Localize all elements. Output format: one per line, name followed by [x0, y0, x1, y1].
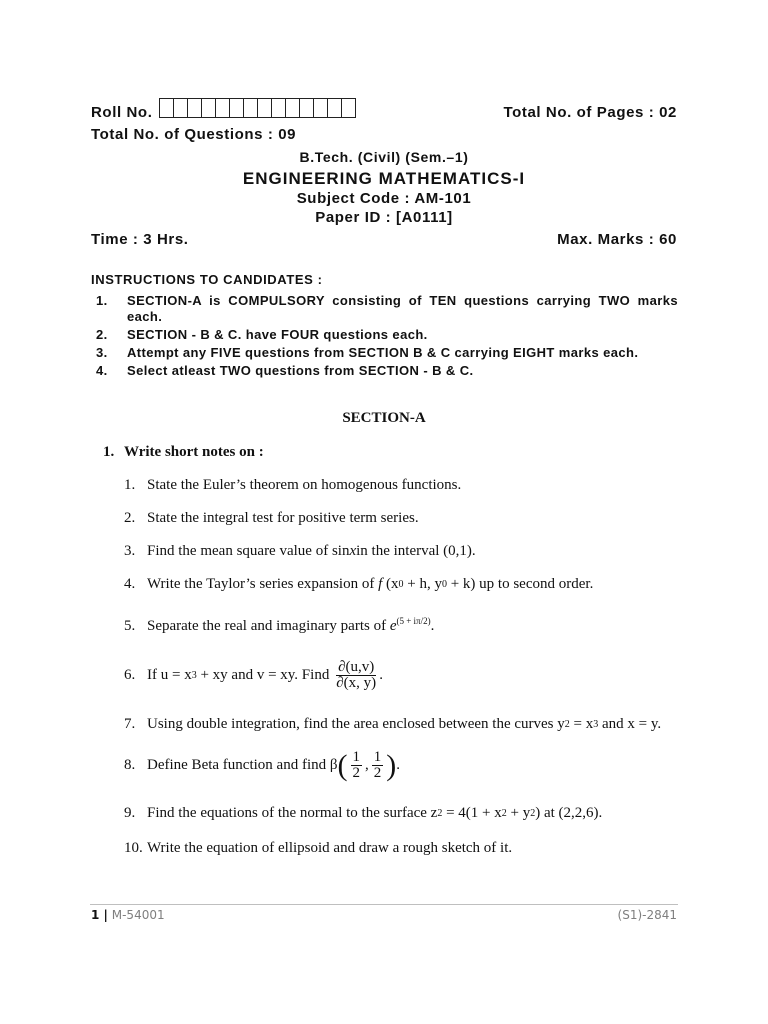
- footer-left: [91, 908, 165, 922]
- roll-no-box[interactable]: [187, 98, 202, 118]
- right-paren: ): [386, 748, 397, 782]
- time-label: Time : 3 Hrs.: [91, 231, 189, 248]
- sub-question-7: 7. Using double integration, find the area enclosed between the curves y 2 = x 3 and x = y.: [124, 716, 662, 732]
- instruction-item: 2. SECTION - B & C. have FOUR questions each.: [96, 327, 428, 342]
- roll-no-box[interactable]: [327, 98, 342, 118]
- roll-no-box[interactable]: [313, 98, 328, 118]
- left-paren: (: [337, 748, 348, 782]
- section-a-title: SECTION-A: [342, 410, 426, 426]
- roll-no-box[interactable]: [299, 98, 314, 118]
- instructions-list: [96, 293, 678, 381]
- instructions-title: INSTRUCTIONS TO CANDIDATES :: [91, 272, 323, 287]
- beta-fraction-2: $\frac{1}{2}$: [373, 749, 382, 781]
- sub-question-5: 5. Separate the real and imaginary parts of e $^{(5 + i\pi/2)}$ .: [124, 615, 435, 634]
- roll-no-box[interactable]: [229, 98, 244, 118]
- sub-question-3: 3. Find the mean square value of sin x in the interval (0,1).: [124, 543, 476, 559]
- roll-no-box[interactable]: [285, 98, 300, 118]
- subject-code: Subject Code : AM-101: [296, 190, 472, 207]
- instruction-item: 1. SECTION-A is COMPULSORY consisting of TEN questions carrying TWO marks each.: [96, 293, 678, 324]
- roll-no-box[interactable]: [159, 98, 174, 118]
- question-1-title: Write short notes on :: [124, 444, 264, 460]
- roll-no-box[interactable]: [173, 98, 188, 118]
- footer-right: (S1)-2841: [617, 908, 677, 922]
- roll-no-boxes[interactable]: [160, 98, 356, 118]
- paper-code: M-54001: [111, 908, 165, 922]
- sub-question-10: 10. Write the equation of ellipsoid and draw a rough sketch of it.: [124, 840, 513, 856]
- sub-question-2: 2. State the integral test for positive term series.: [124, 510, 419, 526]
- question-1-number: 1.: [103, 444, 115, 460]
- roll-no-box[interactable]: [243, 98, 258, 118]
- page-number: 1 |: [91, 908, 108, 922]
- instruction-item: 4. Select atleast TWO questions from SECTION - B & C.: [96, 363, 474, 378]
- roll-no-box[interactable]: [215, 98, 230, 118]
- total-pages: Total No. of Pages : 02: [503, 104, 677, 121]
- paper-id: Paper ID : [A0111]: [315, 209, 453, 226]
- roll-no-box[interactable]: [257, 98, 272, 118]
- sub-question-1: 1. State the Euler’s theorem on homogenous functions.: [124, 477, 462, 493]
- jacobian-fraction: $\frac{\partial(u,v)}{\partial(x, y)}$: [336, 659, 377, 691]
- roll-no-label: Roll No.: [91, 104, 153, 121]
- total-questions: Total No. of Questions : 09: [91, 126, 297, 143]
- roll-no-box[interactable]: [271, 98, 286, 118]
- subject-title: ENGINEERING MATHEMATICS-I: [242, 169, 526, 188]
- sub-question-4: 4. Write the Taylor’s series expansion of f (x 0 + h, y 0 + k) up to second order.: [124, 576, 594, 592]
- roll-no-box[interactable]: [201, 98, 216, 118]
- footer-divider: [90, 904, 678, 905]
- sub-question-6: 6. If u = x 3 + xy and v = xy. Find $\frac{\partial(u,v)}{\partial(x, y)}$ .: [124, 659, 383, 691]
- instruction-item: 3. Attempt any FIVE questions from SECTION B & C carrying EIGHT marks each.: [96, 345, 639, 360]
- sub-question-8: 8. Define Beta function and find β ( $\frac{1}{2}$ , $\frac{1}{2}$ ) .: [124, 748, 400, 782]
- roll-no-box[interactable]: [341, 98, 356, 118]
- course-line: B.Tech. (Civil) (Sem.–1): [299, 149, 469, 165]
- sub-question-9: 9. Find the equations of the normal to the surface z 2 = 4(1 + x 2 + y 2 ) at (2,2,6).: [124, 805, 603, 821]
- max-marks: Max. Marks : 60: [557, 231, 677, 248]
- beta-fraction-1: $\frac{1}{2}$: [352, 749, 360, 781]
